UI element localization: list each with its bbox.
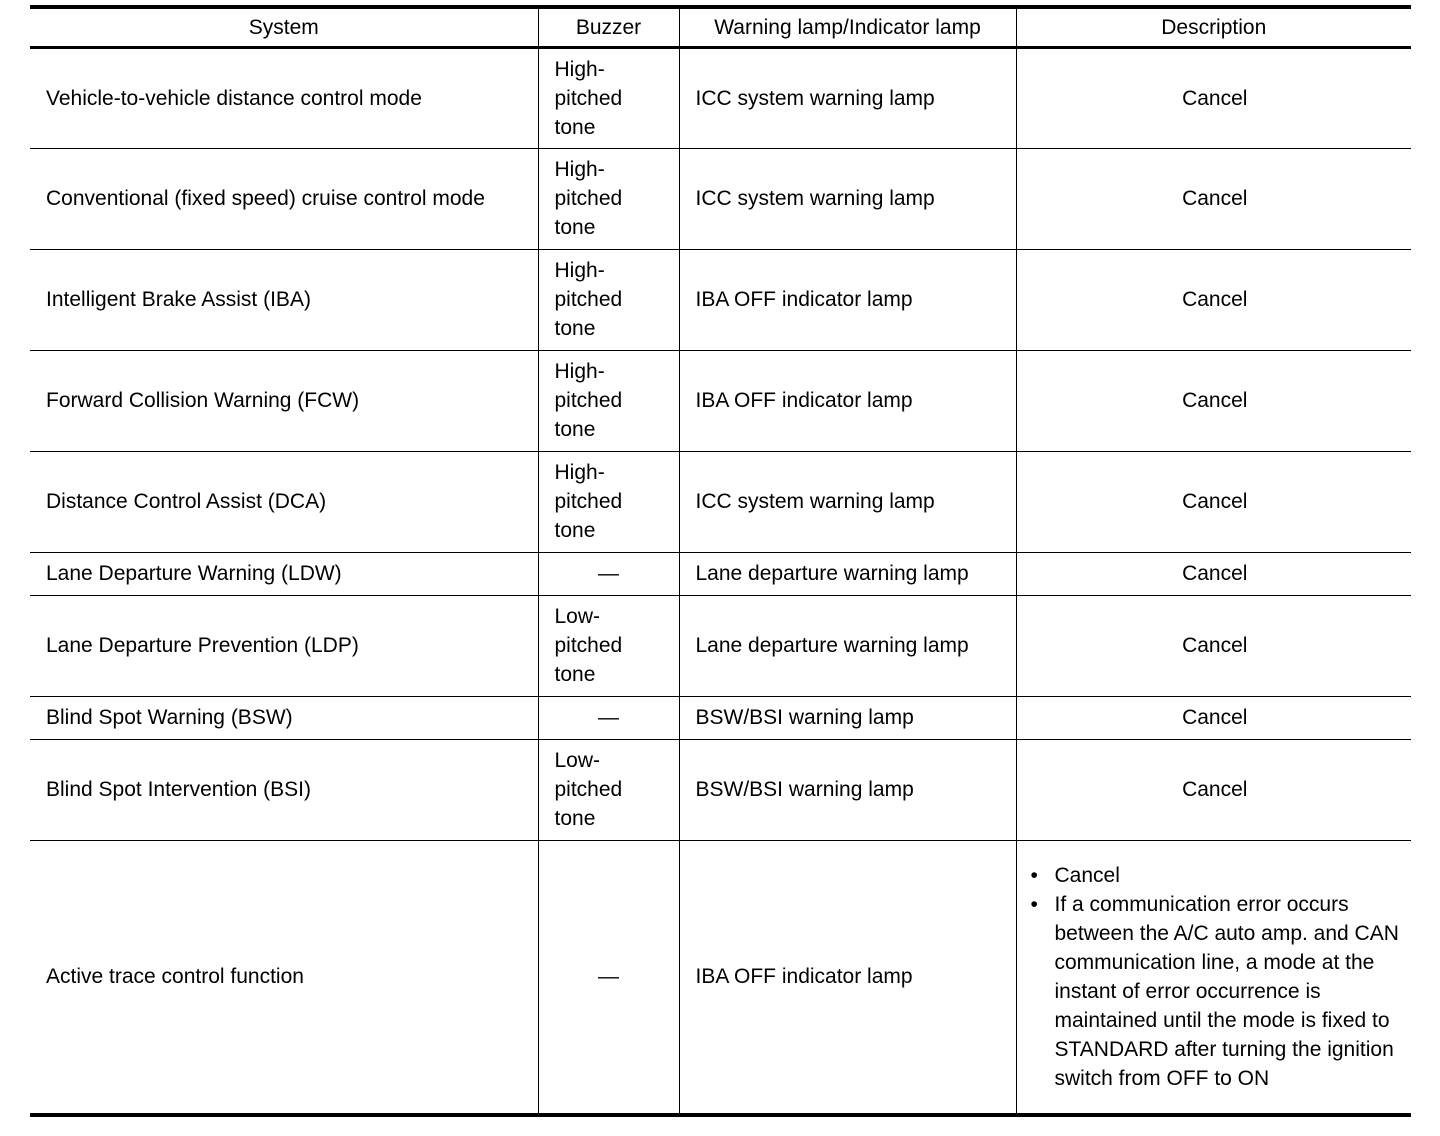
table-row [30,47,1411,148]
bullet-icon: • [1030,863,1038,887]
table-row [30,350,1411,451]
table-row [30,595,1411,696]
table-header [30,7,1411,47]
description-cell: Cancel [1016,148,1411,249]
system-cell: Distance Control Assist (DCA) [30,451,538,552]
description-cell: Cancel [1016,739,1411,840]
bullet-icon: • [1030,892,1038,916]
lamp-cell: BSW/BSI warning lamp [679,739,1016,840]
bullet-item [1029,890,1404,1093]
bullet-text: If a communication error occurs between the A/C auto amp. and CAN communication line, a mode at the instant of error occurrence is maintained until the mode is fixed to STANDARD after turning the ignition switch from OFF to ON [1054,892,1399,1090]
table-row [30,840,1411,1115]
header-lamp: Warning lamp/Indicator lamp [679,7,1016,47]
system-cell: Blind Spot Intervention (BSI) [30,739,538,840]
table-row [30,696,1411,739]
description-cell [1016,840,1411,1115]
buzzer-cell: High- pitched tone [538,451,679,552]
table-row [30,552,1411,595]
buzzer-cell: High- pitched tone [538,148,679,249]
buzzer-cell: Low- pitched tone [538,595,679,696]
buzzer-cell: — [538,552,679,595]
lamp-cell: IBA OFF indicator lamp [679,840,1016,1115]
lamp-cell: IBA OFF indicator lamp [679,249,1016,350]
description-cell: Cancel [1016,552,1411,595]
system-cell: Blind Spot Warning (BSW) [30,696,538,739]
system-cell: Intelligent Brake Assist (IBA) [30,249,538,350]
lamp-cell: IBA OFF indicator lamp [679,350,1016,451]
header-buzzer: Buzzer [538,7,679,47]
description-bullet-list [1029,861,1404,1093]
description-cell: Cancel [1016,696,1411,739]
header-description: Description [1016,7,1411,47]
lamp-cell: Lane departure warning lamp [679,595,1016,696]
table-row [30,451,1411,552]
header-row [30,7,1411,47]
lamp-cell: Lane departure warning lamp [679,552,1016,595]
lamp-cell: ICC system warning lamp [679,47,1016,148]
system-cell: Active trace control function [30,840,538,1115]
table-body [30,47,1411,1115]
table-row [30,148,1411,249]
system-cell: Forward Collision Warning (FCW) [30,350,538,451]
table-row [30,249,1411,350]
header-system: System [30,7,538,47]
description-cell: Cancel [1016,451,1411,552]
lamp-cell: ICC system warning lamp [679,148,1016,249]
lamp-cell: BSW/BSI warning lamp [679,696,1016,739]
system-warning-table [30,5,1411,1117]
description-cell: Cancel [1016,595,1411,696]
system-cell: Vehicle-to-vehicle distance control mode [30,47,538,148]
buzzer-cell: Low- pitched tone [538,739,679,840]
system-cell: Lane Departure Prevention (LDP) [30,595,538,696]
table-row [30,739,1411,840]
lamp-cell: ICC system warning lamp [679,451,1016,552]
description-cell: Cancel [1016,350,1411,451]
bullet-item [1029,861,1404,890]
buzzer-cell: High- pitched tone [538,350,679,451]
system-cell: Conventional (fixed speed) cruise control mode [30,148,538,249]
buzzer-cell: — [538,840,679,1115]
bullet-text: Cancel [1054,863,1120,887]
system-cell: Lane Departure Warning (LDW) [30,552,538,595]
buzzer-cell: High- pitched tone [538,249,679,350]
description-cell: Cancel [1016,249,1411,350]
description-cell: Cancel [1016,47,1411,148]
buzzer-cell: — [538,696,679,739]
buzzer-cell: High- pitched tone [538,47,679,148]
